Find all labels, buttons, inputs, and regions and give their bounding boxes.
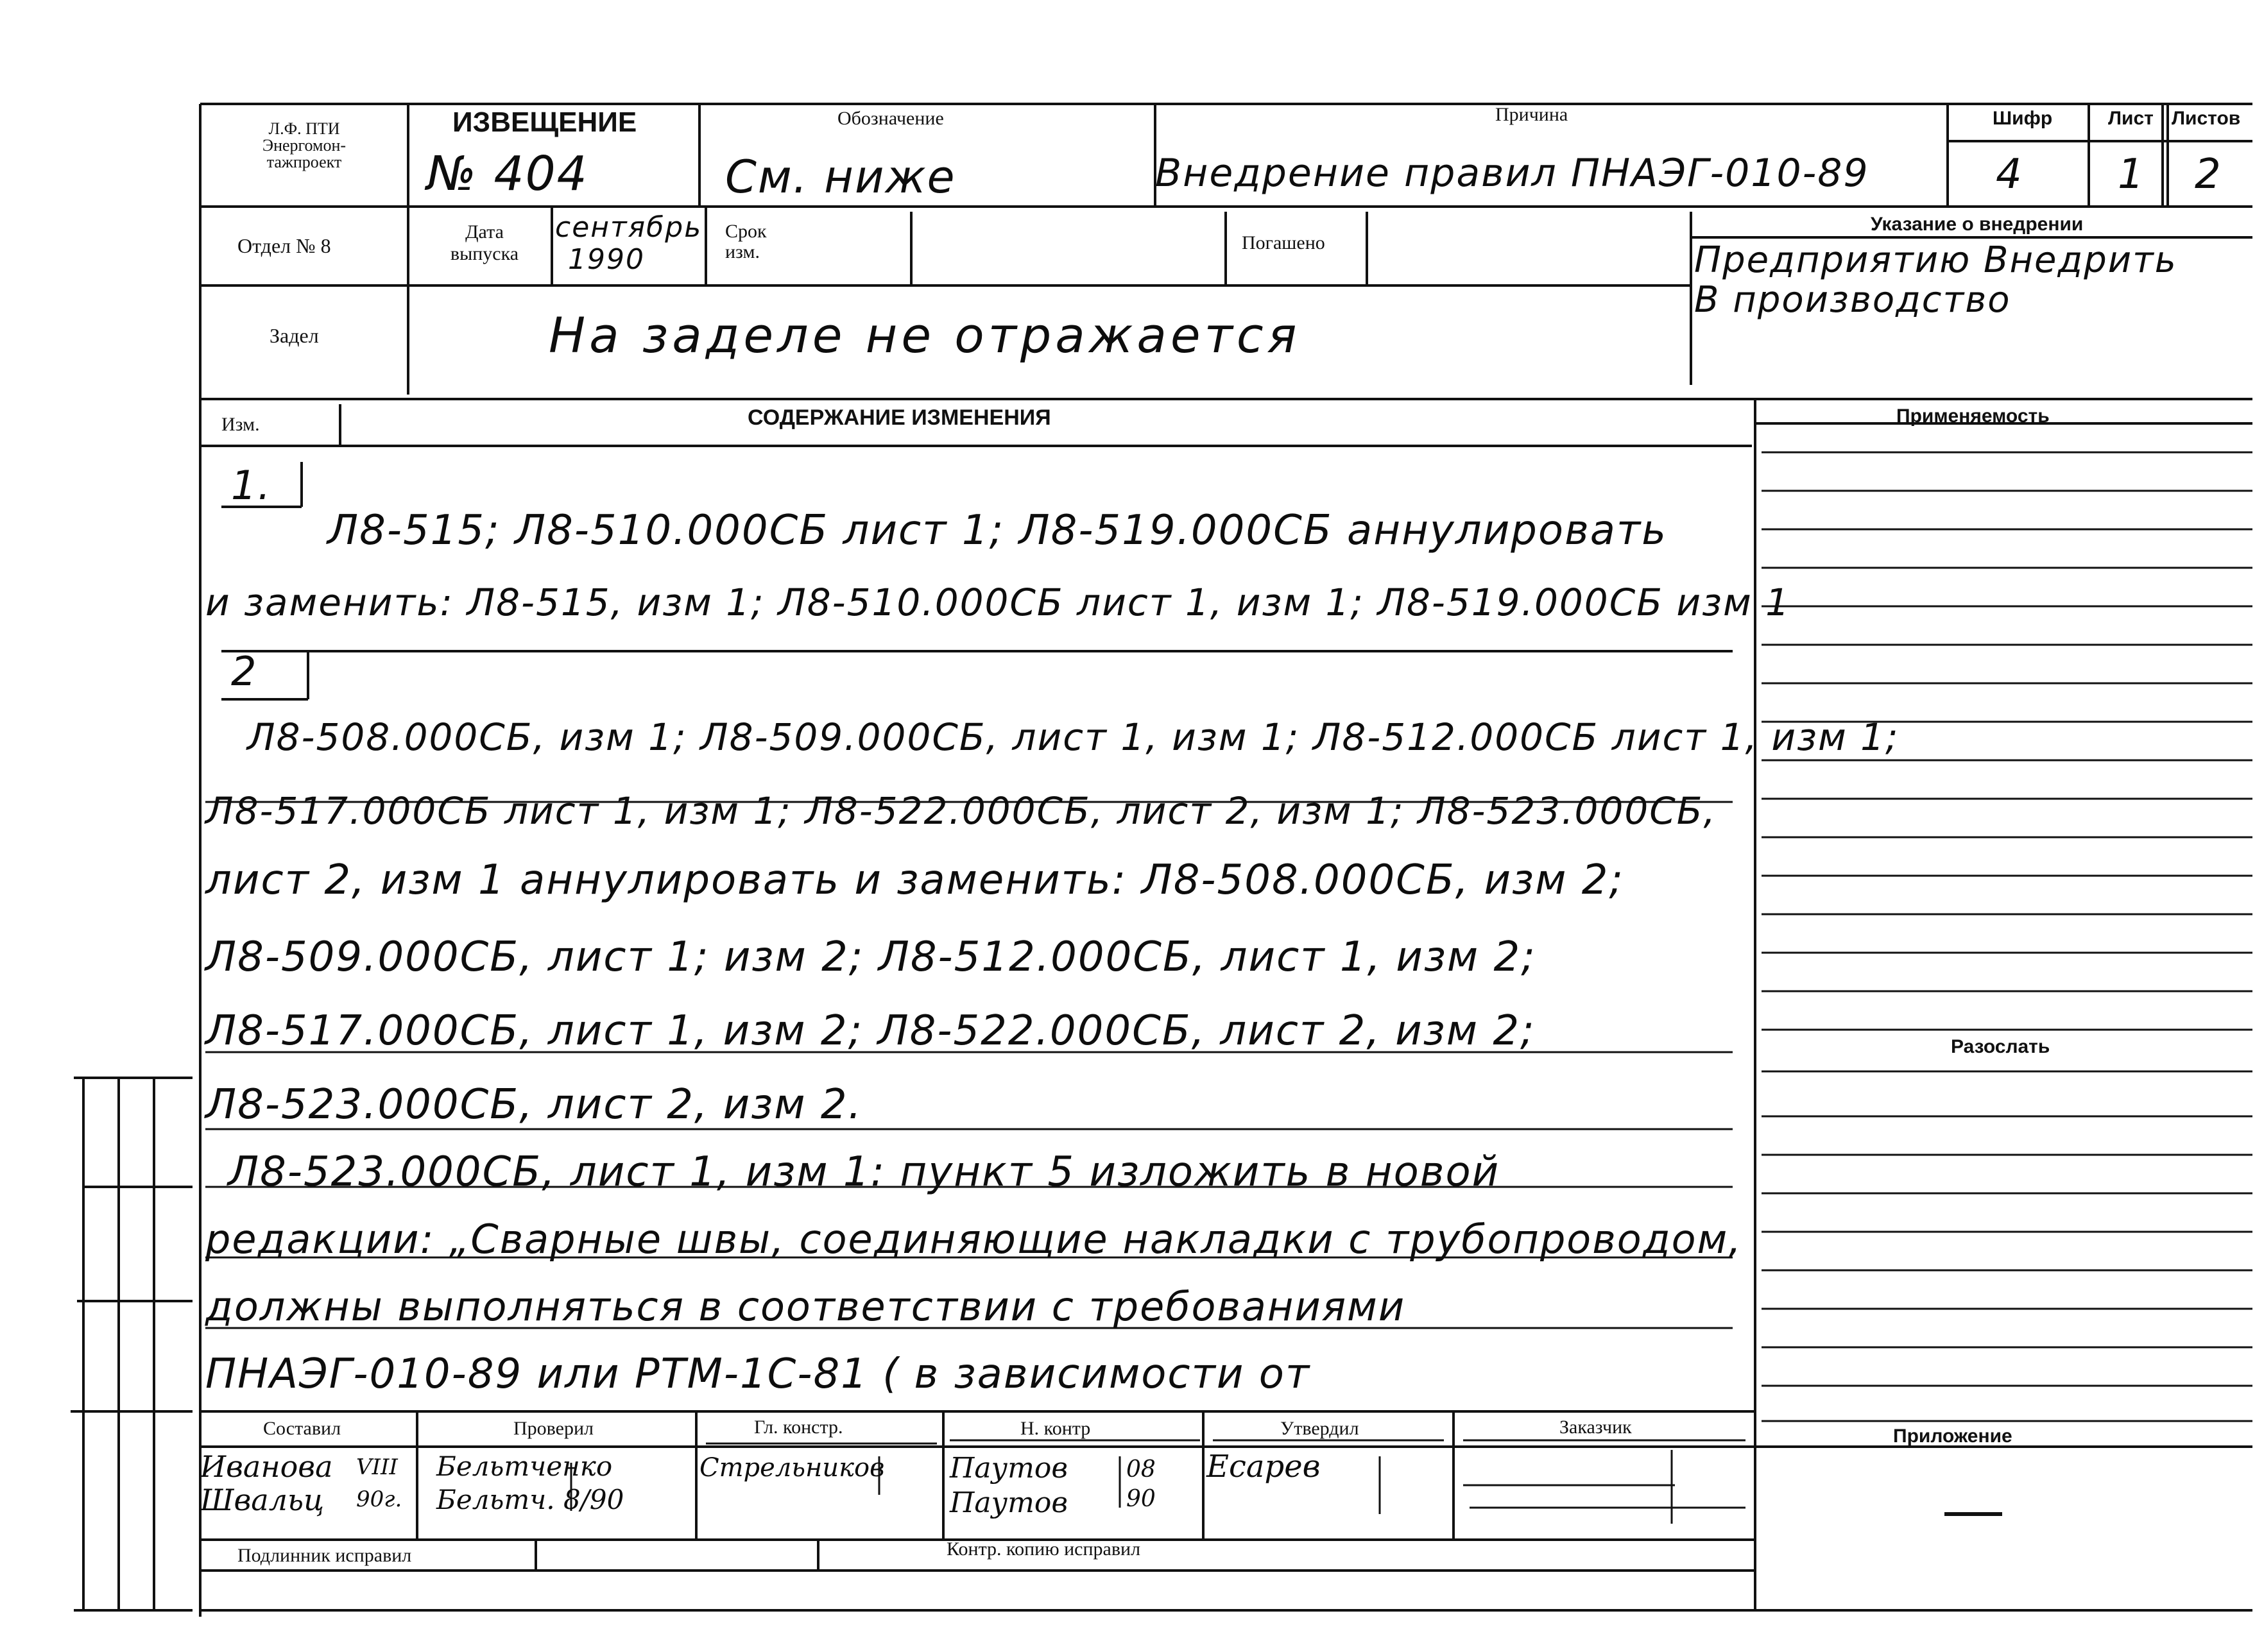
issue-year: 1990 xyxy=(568,243,645,276)
norm-control-date-line: 90 xyxy=(1126,1486,1156,1512)
compiled-name: Швальц xyxy=(200,1483,325,1517)
content-line: Л8-508.000СБ, изм 1; Л8-509.000СБ, лист 1, изм 1; Л8-512.000СБ лист 1, изм 1; xyxy=(247,715,1900,759)
norm-control-date-line: 08 xyxy=(1126,1456,1156,1483)
designation-value: См. ниже xyxy=(725,151,956,203)
original-fixed-label: Подлинник исправил xyxy=(237,1545,412,1566)
compiled-date-line: VIII xyxy=(356,1454,398,1480)
content-line: Л8-523.000СБ, лист 2, изм 2. xyxy=(205,1081,862,1128)
norm-control-label: Н. контр xyxy=(1020,1418,1091,1439)
implementation-line: Предприятию Внедрить xyxy=(1694,239,2177,281)
reason-label: Причина xyxy=(1495,104,1568,125)
item-2-number: 2 xyxy=(231,648,258,695)
issue-date-label-line: Дата xyxy=(465,221,504,243)
deadline-label-line: Срок xyxy=(725,221,767,242)
org-line: тажпроект xyxy=(266,153,342,171)
item-1-number: 1. xyxy=(231,462,272,509)
department: Отдел № 8 xyxy=(237,234,331,257)
content-line: ПНАЭГ-010-89 или РТМ-1С-81 ( в зависимости от xyxy=(205,1350,1311,1398)
content-line: Л8-517.000СБ, лист 1, изм 2; Л8-522.000СБ, лист 2, изм 2; xyxy=(205,1007,1536,1055)
sheet-label: Лист xyxy=(2108,108,2154,129)
norm-control-signature xyxy=(950,1451,1068,1520)
chief-label: Гл. констр. xyxy=(754,1417,843,1438)
content-line: и заменить: Л8-515, изм 1; Л8-510.000СБ лист 1, изм 1; Л8-519.000СБ изм 1 xyxy=(205,581,1791,624)
org-name xyxy=(204,121,404,171)
compiled-signature xyxy=(200,1450,333,1517)
customer-label: Заказчик xyxy=(1559,1417,1632,1438)
deadline-label xyxy=(725,221,767,262)
attachment-label: Приложение xyxy=(1893,1426,2012,1447)
content-line: Л8-523.000СБ, лист 1, изм 1: пункт 5 изложить в новой xyxy=(228,1148,1500,1196)
sheets-value: 2 xyxy=(2195,151,2222,198)
change-label: Изм. xyxy=(221,414,260,435)
backlog-value: На заделе не отражается xyxy=(549,307,1301,364)
backlog-label: Задел xyxy=(270,324,319,347)
attachment-value: — xyxy=(1951,1488,1977,1517)
applicability-label: Применяемость xyxy=(1896,405,2050,427)
checked-signature xyxy=(436,1450,624,1517)
issue-date-label xyxy=(424,221,545,265)
designation-label: Обозначение xyxy=(837,108,944,129)
implementation-label: Указание о внедрении xyxy=(1871,214,2084,235)
checked-name: Бельтченко xyxy=(436,1451,613,1482)
content-line: редакции: „Сварные швы, соединяющие накладки с трубопроводом, xyxy=(205,1216,1742,1263)
compiled-label: Составил xyxy=(263,1418,341,1439)
deadline-label-line: изм. xyxy=(725,241,760,262)
distribute-label: Разослать xyxy=(1951,1036,2050,1057)
cipher-label: Шифр xyxy=(1993,108,2053,129)
issue-date-value xyxy=(555,212,702,276)
content-line: должны выполняться в соответствии с требованиями xyxy=(205,1283,1406,1330)
checked-label: Проверил xyxy=(513,1418,594,1439)
org-line: Л.Ф. ПТИ xyxy=(268,119,340,138)
compiled-date xyxy=(356,1451,402,1515)
sheets-label: Листов xyxy=(2172,108,2241,129)
cipher-value: 4 xyxy=(1996,151,2023,198)
norm-control-date xyxy=(1126,1455,1156,1514)
issue-date-label-line: выпуска xyxy=(450,243,519,264)
approved-label: Утвердил xyxy=(1280,1418,1359,1439)
notice-number: № 404 xyxy=(427,146,588,201)
org-line: Энергомон- xyxy=(262,136,347,155)
content-title: СОДЕРЖАНИЕ ИЗМЕНЕНИЯ xyxy=(748,405,1051,430)
norm-control-name: Паутов xyxy=(950,1486,1068,1519)
doc-type: ИЗВЕЩЕНИЕ xyxy=(452,106,637,138)
implementation-line: В производство xyxy=(1694,279,2011,321)
content-line: Л8-509.000СБ, лист 1; изм 2; Л8-512.000СБ, лист 1, изм 2; xyxy=(205,933,1536,981)
issue-month: сентябрь xyxy=(555,211,703,244)
checked-name: Бельтч. 8/90 xyxy=(436,1484,624,1515)
implementation-value xyxy=(1694,241,2177,320)
compiled-name: Иванова xyxy=(200,1449,333,1484)
content-line: Л8-515; Л8-510.000СБ лист 1; Л8-519.000СБ аннулировать xyxy=(327,507,1667,554)
cancelled-label: Погашено xyxy=(1242,232,1325,253)
copy-fixed-label: Контр. копию исправил xyxy=(947,1538,1141,1560)
norm-control-name: Паутов xyxy=(950,1452,1068,1485)
chief-signature: Стрельников xyxy=(699,1453,885,1483)
content-line: Л8-517.000СБ лист 1, изм 1; Л8-522.000СБ, лист 2, изм 1; Л8-523.000СБ, xyxy=(205,789,1717,833)
compiled-date-line: 90г. xyxy=(356,1486,402,1512)
sheet-value: 1 xyxy=(2118,151,2145,198)
content-line: лист 2, изм 1 аннулировать и заменить: Л8-508.000СБ, изм 2; xyxy=(205,856,1624,904)
reason-value: Внедрение правил ПНАЭГ-010-89 xyxy=(1155,151,1869,196)
approved-signature: Есарев xyxy=(1206,1449,1321,1485)
